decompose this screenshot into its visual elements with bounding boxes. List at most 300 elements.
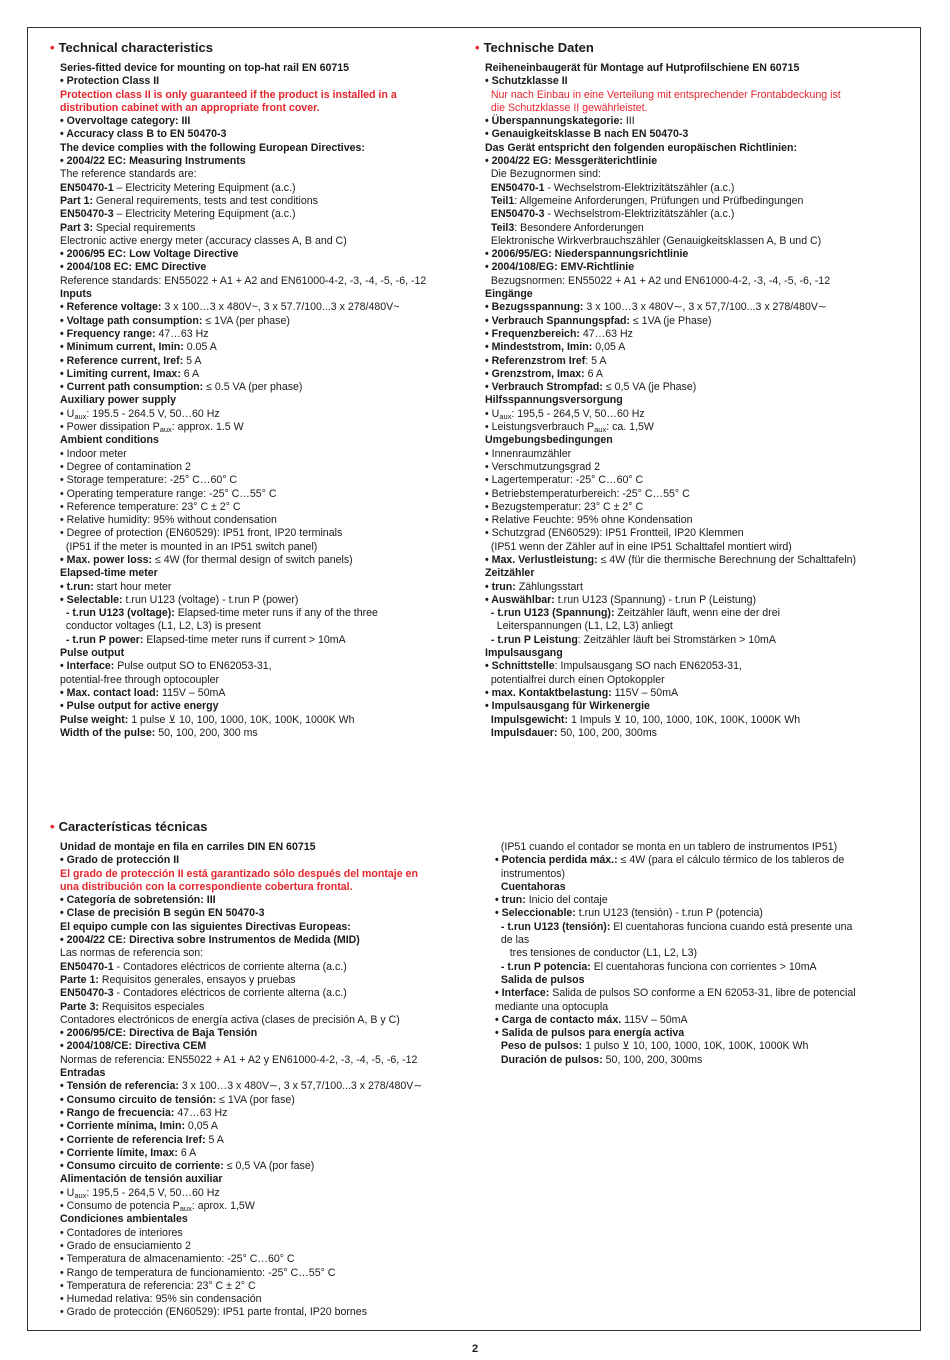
line-text: tres tensiones de conductor (L1, L2, L3) <box>495 947 697 960</box>
line-text: • Bezugstemperatur: 23° C ± 2° C <box>485 500 644 513</box>
text-line <box>485 142 915 155</box>
line-text: 47…63 Hz <box>174 1106 228 1119</box>
section-de-body <box>475 62 915 740</box>
line-text: ≤ 4W (für die thermische Berechnung der Schalttafeln) <box>597 553 857 566</box>
line-text: 5 A <box>183 354 202 367</box>
line-text: Elapsed-time meter <box>60 567 158 580</box>
line-text: • Protection Class II <box>60 75 160 88</box>
bold-label: • Frequenzbereich: <box>485 327 580 340</box>
text-line <box>60 581 470 594</box>
line-text: Pulse output <box>60 647 125 660</box>
text-line <box>60 248 470 261</box>
text-line <box>60 102 470 115</box>
line-text: : Allgemeine Anforderungen, Prüfungen und Prüfbedingungen <box>514 194 804 207</box>
line-text: Unidad de montaje en fila en carriles DIN EN 60715 <box>60 841 316 853</box>
text-line <box>485 275 915 288</box>
bold-label: • Rango de frecuencia: <box>60 1106 175 1119</box>
line-text: : Impulsausgang SO nach EN62053-31, <box>554 660 742 673</box>
bold-label: • trun: <box>495 894 526 907</box>
line-text: III <box>622 115 635 128</box>
line-text: Hilfsspannungsversorgung <box>485 394 623 407</box>
line-text: • Power dissipation P <box>60 421 160 434</box>
text-line <box>60 1267 470 1280</box>
line-text: 115V – 50mA <box>159 686 226 699</box>
section-de <box>475 40 915 740</box>
line-text: Series-fitted device for mounting on top-hat rail EN 60715 <box>60 62 350 74</box>
line-text: 3 x 100…3 x 480V∼, 3 x 57,7/100...3 x 278/480V∼ <box>583 301 827 314</box>
line-text: 3 x 100…3 x 480V∼, 3 x 57,7/100...3 x 278/480V∼ <box>178 1080 423 1093</box>
bold-label: EN50470-3 <box>485 208 545 221</box>
line-text: • U <box>60 1186 75 1199</box>
text-line <box>60 674 470 687</box>
subscript: aux <box>594 425 607 435</box>
line-text: die Schutzklasse II gewährleistet. <box>485 101 648 114</box>
text-line <box>60 1200 470 1213</box>
bold-label: • Corriente mínima, Imin: <box>60 1120 185 1133</box>
text-line <box>485 328 915 341</box>
line-text: Salida de pulsos SO conforme a EN 62053-31, libre de potencial <box>549 987 856 1000</box>
line-text: 1 pulse ⊻ 10, 100, 1000, 10K, 100K, 1000K Wh <box>128 713 355 726</box>
line-text: Pulse output SO to EN62053-31, <box>114 660 272 673</box>
line-text: 0,05 A <box>184 1120 218 1133</box>
line-text: 3 x 100…3 x 480V~, 3 x 57.7/100...3 x 278/480V~ <box>161 301 400 314</box>
text-line <box>60 288 470 301</box>
text-line <box>485 594 915 607</box>
line-text: El cuentahoras funciona cuando está presente una <box>610 920 853 933</box>
section-es <box>50 819 470 1320</box>
line-text: Zeitzähler läuft, wenn eine der drei <box>614 607 780 620</box>
bold-label: - t.run P Leistung <box>485 633 578 646</box>
line-text-tail: : 195,5 - 264,5 V, 50…60 Hz <box>511 407 645 420</box>
text-line <box>485 714 915 727</box>
bold-label: • Verbrauch Spannungspfad: <box>485 314 630 327</box>
text-line <box>60 448 470 461</box>
text-line <box>60 700 470 713</box>
line-text: • Relative Feuchte: 95% ohne Kondensation <box>485 514 693 527</box>
bold-label: EN50470-1 <box>60 960 114 973</box>
text-line <box>60 620 470 633</box>
bold-label: • Reference voltage: <box>60 301 162 314</box>
line-text: Inputs <box>60 288 92 301</box>
line-text: potential-free through optocoupler <box>60 673 220 686</box>
text-line <box>60 554 470 567</box>
text-line <box>60 527 470 540</box>
text-line <box>60 315 470 328</box>
bold-label: • Max. power loss: <box>60 553 153 566</box>
text-line <box>60 1014 470 1027</box>
text-line <box>60 854 470 867</box>
text-line <box>60 634 470 647</box>
line-text-tail: : 195.5 - 264.5 V, 50…60 Hz <box>86 407 220 420</box>
line-text-tail: : ca. 1,5W <box>606 421 654 434</box>
line-text: Elektronische Wirkverbrauchszähler (Genauigkeitsklassen A, B und C) <box>485 234 822 247</box>
line-text: - Contadores eléctricos de corriente alterna (a.c.) <box>113 960 347 973</box>
text-line <box>60 1187 470 1200</box>
text-line <box>485 514 915 527</box>
text-line <box>60 514 470 527</box>
text-line <box>485 168 915 181</box>
line-text-tail: : aprox. 1,5W <box>191 1200 255 1213</box>
text-line <box>485 620 915 633</box>
bold-label: - t.run U123 (Spannung): <box>485 607 615 620</box>
text-line <box>60 1027 470 1040</box>
line-text: 50, 100, 200, 300 ms <box>155 726 258 739</box>
line-text: Las normas de referencia son: <box>60 947 204 960</box>
bold-label: - t.run U123 (tensión): <box>495 920 611 933</box>
text-line <box>60 868 470 881</box>
section-en-body <box>50 62 470 740</box>
bold-label: • Tensión de referencia: <box>60 1080 179 1093</box>
text-line <box>485 421 915 434</box>
line-text: • Overvoltage category: III <box>60 115 191 128</box>
line-text: : 5 A <box>585 354 607 367</box>
text-line <box>60 1253 470 1266</box>
bold-label: • Potencia perdida máx.: <box>495 854 618 867</box>
text-line <box>60 1001 470 1014</box>
line-text: Requisitos generales, ensayos y pruebas <box>98 973 296 986</box>
text-line <box>60 1080 470 1093</box>
text-line <box>60 660 470 673</box>
line-text: • Schutzklasse II <box>485 75 568 88</box>
bold-label: • Corriente límite, Imax: <box>60 1146 178 1159</box>
text-line <box>485 674 915 687</box>
line-text: • 2006/95/CE: Directiva de Baja Tensión <box>60 1027 258 1040</box>
line-text: 50, 100, 200, 300ms <box>602 1053 703 1066</box>
text-line <box>60 62 470 75</box>
line-text: Impulsausgang <box>485 647 563 660</box>
line-text: • Temperatura de almacenamiento: -25° C…60° C <box>60 1253 295 1266</box>
line-text: • 2004/108 EC: EMC Directive <box>60 261 207 274</box>
text-line <box>495 1054 915 1067</box>
line-text: Auxiliary power supply <box>60 394 176 407</box>
line-text: 47…63 Hz <box>579 327 633 340</box>
line-text: Contadores electrónicos de energía activa (clases de precisión A, B y C) <box>60 1013 400 1026</box>
bold-label: • Überspannungskategorie: <box>485 115 623 128</box>
bold-label: • Frequency range: <box>60 327 156 340</box>
bold-label: • Reference current, Iref: <box>60 354 184 367</box>
line-text: distribution cabinet with an appropriate front cover. <box>60 101 320 114</box>
text-line <box>485 115 915 128</box>
line-text: Cuentahoras <box>495 880 566 893</box>
text-line <box>485 182 915 195</box>
bold-label: • Schnittstelle <box>485 660 555 673</box>
subscript: aux <box>179 1204 192 1214</box>
bold-label: • Consumo circuito de corriente: <box>60 1160 224 1173</box>
line-text: – Electricity Metering Equipment (a.c.) <box>113 181 296 194</box>
line-text: Normas de referencia: EN55022 + A1 + A2 y EN61000-4-2, -3, -4, -5, -6, -12 <box>60 1053 418 1066</box>
line-text: El grado de protección II está garantizado sólo después del montaje en <box>60 867 418 880</box>
line-text: – Electricity Metering Equipment (a.c.) <box>113 208 296 221</box>
line-text: Das Gerät entspricht den folgenden europäischen Richtlinien: <box>485 141 797 154</box>
text-line <box>60 1040 470 1053</box>
text-line <box>60 607 470 620</box>
text-line <box>60 341 470 354</box>
text-line <box>495 854 915 867</box>
text-line <box>60 115 470 128</box>
section-title-en: • Technical characteristics <box>50 40 213 55</box>
line-text: Electronic active energy meter (accuracy classes A, B and C) <box>60 234 347 247</box>
bold-label: • Bezugsspannung: <box>485 301 584 314</box>
text-line <box>485 408 915 421</box>
text-line <box>60 128 470 141</box>
bold-label: • trun: <box>485 580 516 593</box>
text-line <box>60 421 470 434</box>
line-text: Elapsed-time meter runs if current > 10mA <box>143 633 346 646</box>
text-line <box>60 75 470 88</box>
text-line <box>485 474 915 487</box>
text-line <box>485 541 915 554</box>
text-line <box>60 714 470 727</box>
text-line <box>60 974 470 987</box>
section-title-de: • Technische Daten <box>475 40 594 55</box>
text-line <box>495 1014 915 1027</box>
line-text: Inicio del contaje <box>525 894 608 907</box>
line-text: Salida de pulsos <box>495 973 585 986</box>
line-text: mediante una optocupla <box>495 1000 609 1013</box>
text-line <box>60 168 470 181</box>
text-line <box>485 75 915 88</box>
text-line <box>60 1134 470 1147</box>
bold-label: • Referenzstrom Iref <box>485 354 586 367</box>
bold-label: • Max. Verlustleistung: <box>485 553 598 566</box>
line-text: Bezugsnormen: EN55022 + A1 + A2 und EN61000-4-2, -3, -4, -5, -6, -12 <box>485 274 831 287</box>
text-line <box>485 315 915 328</box>
text-line <box>485 634 915 647</box>
text-line <box>495 841 915 854</box>
text-line <box>60 474 470 487</box>
line-text: Nur nach Einbau in eine Verteilung mit entsprechender Frontabdeckung ist <box>485 88 841 101</box>
text-line <box>485 62 915 75</box>
text-line <box>60 155 470 168</box>
line-text: • Genauigkeitsklasse B nach EN 50470-3 <box>485 128 689 141</box>
text-line <box>485 261 915 274</box>
bold-label: • Carga de contacto máx. <box>495 1013 622 1026</box>
line-text: 6 A <box>177 1146 197 1159</box>
line-text: • Consumo de potencia P <box>60 1200 180 1213</box>
line-text: El cuentahoras funciona con corrientes > 10mA <box>590 960 817 973</box>
text-line <box>60 907 470 920</box>
line-text: • 2004/22 EG: Messgeräterichtlinie <box>485 155 658 168</box>
bold-label: Impulsdauer: <box>485 726 558 739</box>
text-line <box>60 987 470 1000</box>
line-text: The reference standards are: <box>60 168 197 181</box>
bold-label: Pulse weight: <box>60 713 129 726</box>
line-text: • U <box>60 407 75 420</box>
line-text: t.run U123 (Spannung) - t.run P (Leistung) <box>554 593 757 606</box>
bold-label: • Current path consumption: <box>60 381 204 394</box>
text-line <box>485 581 915 594</box>
text-line <box>495 974 915 987</box>
text-line <box>60 687 470 700</box>
line-text: conductor voltages (L1, L2, L3) is present <box>60 620 261 633</box>
text-line <box>60 567 470 580</box>
line-text: 0.05 A <box>183 341 217 354</box>
text-line <box>485 527 915 540</box>
line-text: • U <box>485 407 500 420</box>
line-text: ≤ 4W (for thermal design of switch panels) <box>152 553 353 566</box>
text-line <box>60 1293 470 1306</box>
line-text: Reiheneinbaugerät für Montage auf Hutprofilschiene EN 60715 <box>485 62 800 74</box>
line-text: • Degree of contamination 2 <box>60 460 191 473</box>
text-line <box>60 301 470 314</box>
text-line <box>60 1306 470 1319</box>
text-line <box>495 961 915 974</box>
text-line <box>60 1147 470 1160</box>
text-line <box>60 541 470 554</box>
text-line <box>60 1227 470 1240</box>
line-text: instrumentos) <box>495 867 566 880</box>
subscript: aux <box>74 1190 87 1200</box>
bold-label: - t.run P potencia: <box>495 960 591 973</box>
line-text: : Zeitzähler läuft bei Stromstärken > 10mA <box>577 633 776 646</box>
text-line <box>495 907 915 920</box>
text-line <box>60 394 470 407</box>
bold-label: • Interface: <box>495 987 550 1000</box>
text-line <box>495 894 915 907</box>
subscript: aux <box>499 411 512 421</box>
text-line <box>485 355 915 368</box>
text-line <box>60 488 470 501</box>
text-line <box>485 368 915 381</box>
line-text: • Grado de protección II <box>60 854 180 867</box>
line-text: 47…63 Hz <box>155 327 209 340</box>
text-line <box>495 1001 915 1014</box>
line-text: 0,05 A <box>592 341 626 354</box>
line-text: • Storage temperature: -25° C…60° C <box>60 474 238 487</box>
line-text: Ambient conditions <box>60 434 159 447</box>
line-text: • Humedad relativa: 95% sin condensación <box>60 1293 262 1306</box>
text-line <box>60 1173 470 1186</box>
line-text: • 2004/22 CE: Directiva sobre Instrumentos de Medida (MID) <box>60 934 360 947</box>
text-line <box>60 355 470 368</box>
line-text: 1 Impuls ⊻ 10, 100, 1000, 10K, 100K, 1000K Wh <box>568 713 801 726</box>
bold-label: • t.run: <box>60 580 94 593</box>
text-line <box>60 434 470 447</box>
text-line <box>60 501 470 514</box>
line-text: ≤ 4W (para el cálculo térmico de los tableros de <box>617 854 845 867</box>
text-line <box>485 248 915 261</box>
line-text: • Contadores de interiores <box>60 1226 183 1239</box>
line-text: • Operating temperature range: -25° C…55° C <box>60 487 277 500</box>
text-line <box>485 567 915 580</box>
text-line <box>60 1067 470 1080</box>
line-text: • 2004/22 EC: Measuring Instruments <box>60 155 246 168</box>
bold-label: Parte 3: <box>60 1000 99 1013</box>
bold-label: EN50470-1 <box>60 181 114 194</box>
line-text: (IP51 cuando el contador se monta en un tablero de instrumentos IP51) <box>495 841 838 853</box>
line-text: Condiciones ambientales <box>60 1213 188 1226</box>
text-line <box>60 894 470 907</box>
line-text: • Relative humidity: 95% without condensation <box>60 514 277 527</box>
line-text: 1 pulso ⊻ 10, 100, 1000, 10K, 100K, 1000K Wh <box>582 1040 809 1053</box>
text-line <box>60 881 470 894</box>
line-text: - Wechselstrom-Elektrizitätszähler (a.c.) <box>544 181 735 194</box>
text-line <box>495 934 915 947</box>
text-line <box>60 1213 470 1226</box>
line-text: Entradas <box>60 1067 106 1080</box>
line-text-tail: : approx. 1.5 W <box>171 421 244 434</box>
line-text: • Pulse output for active energy <box>60 700 219 713</box>
text-line <box>485 128 915 141</box>
text-line <box>485 155 915 168</box>
text-line <box>60 1280 470 1293</box>
text-line <box>485 554 915 567</box>
text-line <box>485 235 915 248</box>
bold-label: EN50470-1 <box>485 181 545 194</box>
section-en <box>50 40 470 740</box>
line-text: • Degree of protection (EN60529): IP51 front, IP20 terminals <box>60 527 343 540</box>
line-text: • Grado de ensuciamiento 2 <box>60 1239 191 1252</box>
line-text: El equipo cumple con las siguientes Directivas Europeas: <box>60 920 351 933</box>
line-text: • Verschmutzungsgrad 2 <box>485 460 601 473</box>
text-line <box>485 700 915 713</box>
line-text: ≤ 0,5 VA (je Phase) <box>602 381 697 394</box>
bold-label: • Voltage path consumption: <box>60 314 203 327</box>
bold-label: • Corriente de referencia Iref: <box>60 1133 206 1146</box>
text-line <box>485 89 915 102</box>
section-title-es: • Características técnicas <box>50 819 208 834</box>
text-line <box>60 208 470 221</box>
text-line <box>60 408 470 421</box>
bold-label: Part 1: <box>60 194 93 207</box>
line-text: (IP51 wenn der Zähler auf in eine IP51 Schalttafel montiert wird) <box>485 540 792 553</box>
line-text: The device complies with the following European Directives: <box>60 141 365 154</box>
text-line <box>485 448 915 461</box>
text-line <box>60 934 470 947</box>
line-text: 50, 100, 200, 300ms <box>557 726 657 739</box>
text-line <box>60 195 470 208</box>
text-line <box>485 394 915 407</box>
bold-label: • max. Kontaktbelastung: <box>485 686 612 699</box>
section-es-body-right <box>495 841 915 1067</box>
line-text: : Besondere Anforderungen <box>514 221 644 234</box>
text-line <box>60 182 470 195</box>
line-text: 6 A <box>180 367 200 380</box>
text-line <box>495 921 915 934</box>
line-text: 115V – 50mA <box>611 686 679 699</box>
text-line <box>60 261 470 274</box>
text-line <box>60 1240 470 1253</box>
line-text: • Leistungsverbrauch P <box>485 421 595 434</box>
text-line <box>60 89 470 102</box>
text-line <box>485 687 915 700</box>
line-text: • Lagertemperatur: -25° C…60° C <box>485 474 644 487</box>
line-text: Requisitos especiales <box>98 1000 205 1013</box>
line-text: - Contadores eléctricos de corriente alterna (a.c.) <box>113 987 347 1000</box>
text-line <box>485 208 915 221</box>
text-line <box>60 461 470 474</box>
bold-label: • Seleccionable: <box>495 907 576 920</box>
bold-label: • Selectable: <box>60 593 123 606</box>
bold-label: • Grenzstrom, Imax: <box>485 367 585 380</box>
bold-label: Width of the pulse: <box>60 726 156 739</box>
text-line <box>60 841 470 854</box>
line-text: • Indoor meter <box>60 447 127 460</box>
text-line <box>60 594 470 607</box>
bold-label: Peso de pulsos: <box>495 1040 583 1053</box>
line-text: Reference standards: EN55022 + A1 + A2 and EN61000-4-2, -3, -4, -5, -6, -12 <box>60 274 427 287</box>
line-text: General requirements, tests and test conditions <box>92 194 318 207</box>
text-line <box>495 947 915 960</box>
text-line <box>60 142 470 155</box>
text-line <box>485 501 915 514</box>
bold-label: EN50470-3 <box>60 208 114 221</box>
bold-label: • Consumo circuito de tensión: <box>60 1093 217 1106</box>
text-line <box>495 1040 915 1053</box>
text-line <box>485 288 915 301</box>
bold-label: - t.run P power: <box>60 633 144 646</box>
line-text: • Schutzgrad (EN60529): IP51 Frontteil, IP20 Klemmen <box>485 527 744 540</box>
